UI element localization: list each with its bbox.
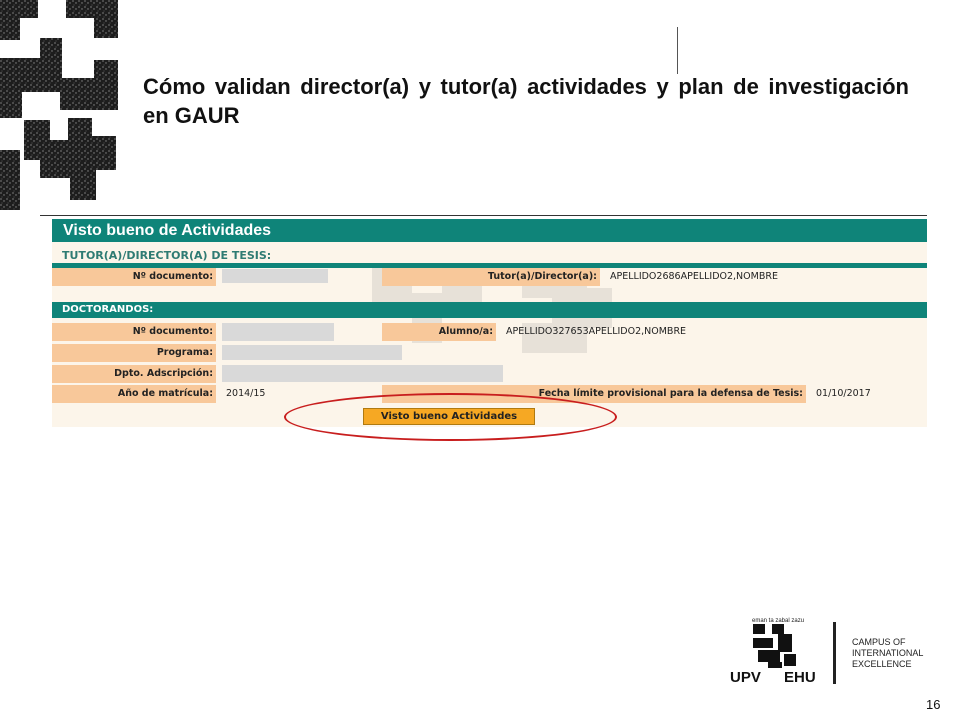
logo-tagline: eman ta zabal zazu [752, 618, 805, 624]
alumno-doc-redacted [222, 323, 334, 341]
alumno-doc-label: Nº documento: [52, 323, 216, 341]
logo-ehu-word: EHU [784, 669, 816, 686]
tutor-row [52, 268, 927, 286]
cie-line-3: EXCELLENCE [852, 659, 912, 669]
upv-ehu-corner-logo [0, 0, 125, 215]
logo-divider [833, 622, 836, 684]
anio-label: Año de matrícula: [52, 385, 216, 403]
slide-title: Cómo validan director(a) y tutor(a) actividades y plan de investigación en GAUR [143, 74, 909, 128]
tutor-doc-label: Nº documento: [52, 268, 216, 286]
anio-value: 2014/15 [226, 388, 266, 399]
dpto-redacted [222, 365, 503, 382]
tutor-name-label: Tutor(a)/Director(a): [382, 268, 600, 286]
doctorandos-section-bar: DOCTORANDOS: [52, 302, 927, 318]
tutor-name-value: APELLIDO2686APELLIDO2,NOMBRE [610, 271, 778, 282]
horizontal-rule [40, 215, 927, 216]
visto-bueno-actividades-button[interactable]: Visto bueno Actividades [363, 408, 535, 425]
dpto-label: Dpto. Adscripción: [52, 365, 216, 383]
programa-redacted [222, 345, 402, 360]
highlight-ellipse [284, 393, 617, 441]
title-separator-line [677, 27, 678, 74]
gaur-page-header: Visto bueno de Actividades [52, 219, 927, 242]
logo-upv-word: UPV [730, 669, 761, 686]
fecha-value: 01/10/2017 [816, 388, 871, 399]
fecha-label: Fecha límite provisional para la defensa de Tesis: [382, 385, 806, 403]
programa-label: Programa: [52, 344, 216, 362]
tutor-section-title: TUTOR(A)/DIRECTOR(A) DE TESIS: [62, 249, 272, 262]
alumno-value: APELLIDO327653APELLIDO2,NOMBRE [506, 326, 687, 337]
campus-excellence-text [852, 637, 923, 670]
doctorando-row-1 [52, 323, 927, 341]
doctorando-row-2 [52, 344, 927, 362]
page-number: 16 [926, 697, 941, 712]
cie-line-1: CAMPUS OF [852, 637, 906, 647]
alumno-label: Alumno/a: [382, 323, 496, 341]
cie-line-2: INTERNATIONAL [852, 648, 924, 658]
tutor-doc-redacted [222, 269, 328, 283]
doctorando-row-3 [52, 365, 927, 383]
